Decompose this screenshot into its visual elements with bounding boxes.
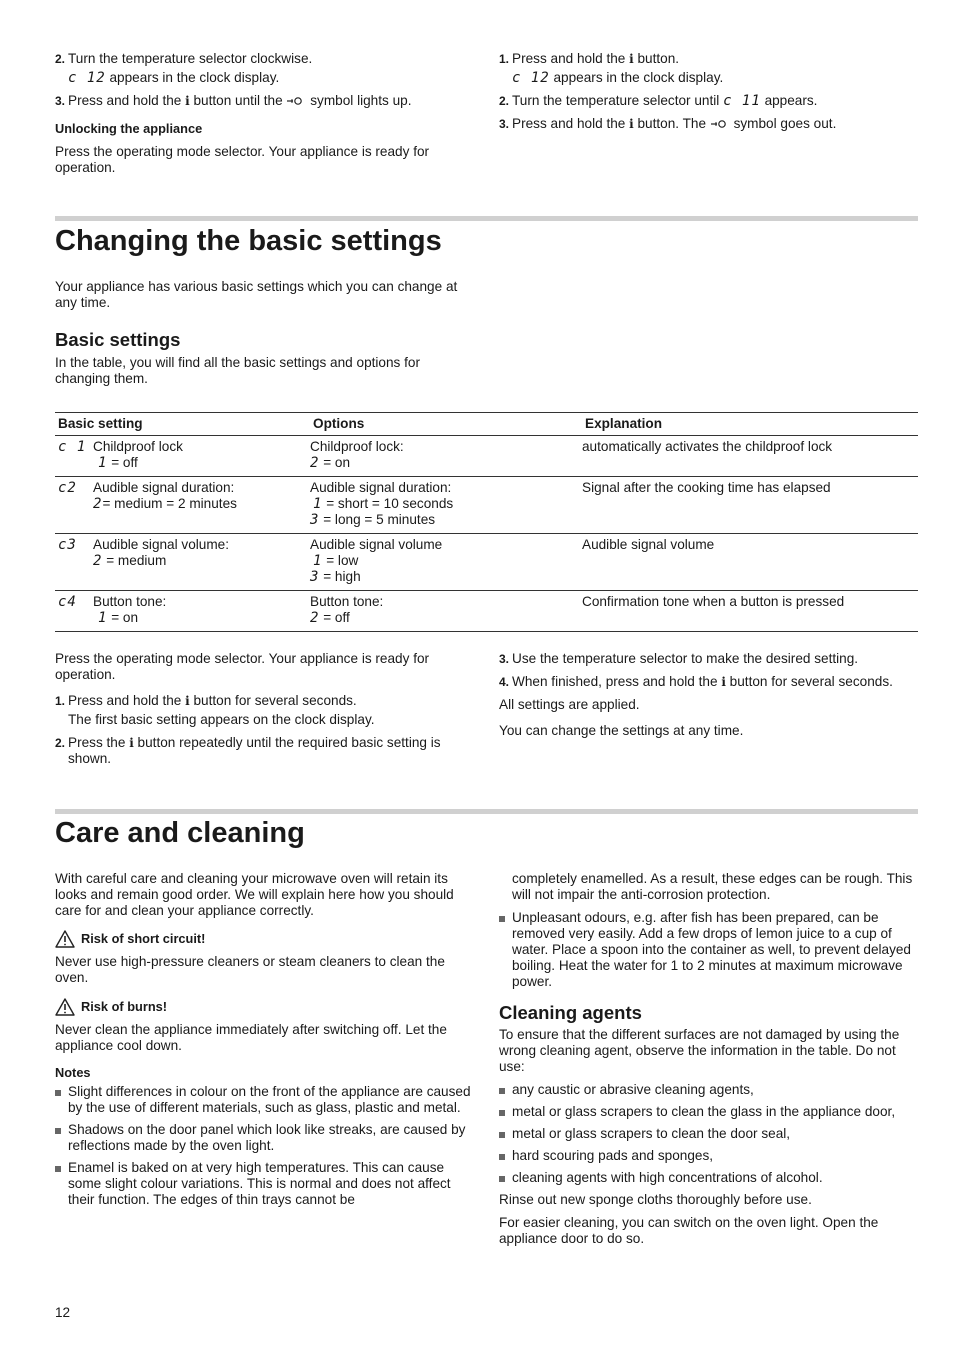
display-code: c 11 bbox=[723, 93, 761, 109]
step-text: Press and hold the bbox=[68, 93, 182, 108]
warning-triangle-icon bbox=[55, 998, 75, 1016]
table-row bbox=[55, 477, 918, 534]
setting-value: = on bbox=[111, 610, 139, 625]
intro-text: Your appliance has various basic settings which you can change at any time. bbox=[55, 279, 458, 310]
step-text: Press and hold the bbox=[512, 116, 626, 131]
step-item bbox=[499, 674, 915, 690]
value-code: 1 bbox=[98, 455, 108, 471]
care-left-column bbox=[55, 871, 471, 1214]
note-continued: completely enamelled. As a result, these edges can be rough. This will not impair the anti-corrosion protection. bbox=[512, 871, 913, 902]
notes-heading: Notes bbox=[55, 1065, 91, 1080]
option-text: = off bbox=[323, 610, 350, 625]
step-number: 3. bbox=[499, 117, 510, 131]
step-item bbox=[55, 735, 471, 767]
value-code: 3 bbox=[310, 569, 320, 585]
step-number: 4. bbox=[499, 675, 510, 689]
step-sub-text: appears in the clock display. bbox=[553, 70, 724, 85]
setting-value: = medium = 2 minutes bbox=[102, 496, 237, 511]
step-text: Use the temperature selector to make the desired setting. bbox=[512, 651, 859, 666]
warning-text: Never use high-pressure cleaners or steam cleaners to clean the oven. bbox=[55, 954, 445, 985]
option-title: Childproof lock: bbox=[310, 439, 404, 454]
warning-burns bbox=[55, 998, 471, 1016]
subintro-text: In the table, you will find all the basic settings and options for changing them. bbox=[55, 355, 420, 386]
info-button-icon: i bbox=[629, 117, 634, 131]
step-text: Press the bbox=[68, 735, 126, 750]
list-item: Enamel is baked on at very high temperatures. This can cause some slight colour variations. This is normal and does not affect their function. The edges of thin trays cannot be bbox=[55, 1160, 471, 1208]
section-title: Care and cleaning bbox=[55, 817, 305, 849]
step-sub bbox=[68, 70, 471, 86]
step-number: 3. bbox=[55, 94, 66, 108]
option-text: = short = 10 seconds bbox=[326, 496, 454, 511]
option-title: Audible signal duration: bbox=[310, 480, 452, 495]
unlock-text: Press the operating mode selector. Your appliance is ready for operation. bbox=[55, 144, 430, 175]
table-cell bbox=[55, 477, 310, 534]
info-button-icon: i bbox=[129, 736, 134, 750]
info-button-icon: i bbox=[185, 94, 190, 108]
step-number: 3. bbox=[499, 652, 510, 666]
value-code: 1 bbox=[313, 553, 323, 569]
table-cell bbox=[55, 534, 310, 591]
info-button-icon: i bbox=[629, 52, 634, 66]
info-button-icon: i bbox=[721, 675, 726, 689]
step-item bbox=[499, 651, 915, 667]
subheading: Basic settings bbox=[55, 329, 181, 350]
list-item: metal or glass scrapers to clean the door seal, bbox=[499, 1126, 915, 1142]
change-steps-right bbox=[499, 651, 915, 746]
setting-name: Button tone: bbox=[93, 594, 167, 609]
value-code: 2 bbox=[93, 553, 103, 569]
unlock-heading: Unlocking the appliance bbox=[55, 121, 203, 136]
value-code: 1 bbox=[98, 610, 108, 626]
step-sub bbox=[512, 70, 915, 86]
step-sub-text: appears in the clock display. bbox=[109, 70, 280, 85]
table-cell bbox=[55, 436, 310, 477]
warning-short-circuit bbox=[55, 930, 471, 948]
table-row bbox=[55, 436, 918, 477]
step-text: button until the bbox=[193, 93, 283, 108]
step-text: symbol lights up. bbox=[310, 93, 412, 108]
setting-name: Audible signal duration: bbox=[93, 480, 235, 495]
intro-text: With careful care and cleaning your microwave oven will retain its looks and remain good order. We will explain here how you should care for and clean your appliance correctly. bbox=[55, 871, 454, 918]
setting-code: c3 bbox=[58, 537, 77, 553]
warning-title: Risk of burns! bbox=[81, 999, 168, 1014]
key-symbol-icon bbox=[286, 97, 306, 105]
step-number: 1. bbox=[55, 694, 66, 708]
table-header: Explanation bbox=[582, 413, 918, 436]
value-code: 2 bbox=[310, 455, 320, 471]
step-number: 2. bbox=[499, 94, 510, 108]
table-cell bbox=[310, 591, 582, 632]
explanation-cell: automatically activates the childproof lock bbox=[582, 436, 918, 477]
step-text: button for several seconds. bbox=[193, 693, 357, 708]
step-text: button. bbox=[637, 51, 680, 66]
option-text: = low bbox=[326, 553, 359, 568]
value-code: 3 bbox=[310, 512, 320, 528]
change-anytime-text: You can change the settings at any time. bbox=[499, 723, 744, 738]
table-header-row bbox=[55, 413, 918, 436]
list-item: Shadows on the door panel which look like streaks, are caused by reflections made by the oven light. bbox=[55, 1122, 471, 1154]
option-title: Audible signal volume bbox=[310, 537, 443, 552]
cleaning-agents-heading: Cleaning agents bbox=[499, 1002, 642, 1023]
page-number: 12 bbox=[55, 1305, 71, 1320]
value-code: 2 bbox=[310, 610, 320, 626]
section-rule bbox=[55, 809, 918, 814]
basic-settings-table bbox=[55, 412, 918, 632]
step-item bbox=[499, 93, 915, 109]
option-text: = high bbox=[323, 569, 361, 584]
step-text: button. The bbox=[637, 116, 707, 131]
table-cell bbox=[310, 477, 582, 534]
setting-value: = off bbox=[111, 455, 138, 470]
option-title: Button tone: bbox=[310, 594, 384, 609]
unlock-steps-right bbox=[499, 51, 915, 139]
step-item bbox=[55, 93, 471, 109]
setting-value: = medium bbox=[106, 553, 167, 568]
step-text: Turn the temperature selector until bbox=[512, 93, 720, 108]
step-number: 2. bbox=[55, 52, 66, 66]
care-right-column bbox=[499, 871, 915, 1254]
basic-settings-intro bbox=[55, 279, 471, 394]
list-item: any caustic or abrasive cleaning agents, bbox=[499, 1082, 915, 1098]
list-item: cleaning agents with high concentrations of alcohol. bbox=[499, 1170, 915, 1186]
step-sub-text: The first basic setting appears on the clock display. bbox=[68, 712, 375, 727]
step-number: 2. bbox=[55, 736, 66, 750]
lock-steps-left bbox=[55, 51, 471, 183]
table-cell bbox=[310, 436, 582, 477]
section-title: Changing the basic settings bbox=[55, 225, 442, 257]
explanation-cell: Audible signal volume bbox=[582, 534, 918, 591]
step-text: When finished, press and hold the bbox=[512, 674, 718, 689]
key-symbol-icon bbox=[710, 120, 730, 128]
setting-code: c 1 bbox=[58, 439, 87, 455]
step-text: button repeatedly until the required basic setting is shown. bbox=[68, 735, 441, 766]
table-cell bbox=[310, 534, 582, 591]
operation-text: Press the operating mode selector. Your appliance is ready for operation. bbox=[55, 651, 430, 682]
step-text: Turn the temperature selector clockwise. bbox=[68, 51, 313, 66]
cleaning-agents-list bbox=[499, 1082, 915, 1186]
step-text: button for several seconds. bbox=[729, 674, 893, 689]
table-row bbox=[55, 534, 918, 591]
info-button-icon: i bbox=[185, 694, 190, 708]
rinse-text: Rinse out new sponge cloths thoroughly before use. bbox=[499, 1192, 812, 1207]
warning-triangle-icon bbox=[55, 930, 75, 948]
option-text: = long = 5 minutes bbox=[323, 512, 436, 527]
warning-title: Risk of short circuit! bbox=[81, 931, 206, 946]
list-item: hard scouring pads and sponges, bbox=[499, 1148, 915, 1164]
list-item: Unpleasant odours, e.g. after fish has been prepared, can be removed very easily. Add a few drops of lemon juice to a cup of water. Place a spoon into the container as well, to prevent delayed boiling. Heat the water for 1 to 2 minutes at maximum microwave power. bbox=[499, 910, 915, 990]
applied-text: All settings are applied. bbox=[499, 697, 640, 712]
explanation-cell: Confirmation tone when a button is pressed bbox=[582, 591, 918, 632]
list-item: Slight differences in colour on the front of the appliance are caused by the use of different materials, such as glass, plastic and metal. bbox=[55, 1084, 471, 1116]
step-item bbox=[55, 693, 471, 728]
list-item: metal or glass scrapers to clean the glass in the appliance door, bbox=[499, 1104, 915, 1120]
setting-code: c2 bbox=[58, 480, 77, 496]
setting-name: Childproof lock bbox=[93, 439, 183, 454]
step-text: appears. bbox=[764, 93, 818, 108]
step-text: symbol goes out. bbox=[733, 116, 837, 131]
section-rule bbox=[55, 216, 918, 221]
value-code: 2 bbox=[93, 496, 103, 512]
table-header: Basic setting bbox=[55, 413, 310, 436]
notes-list bbox=[55, 1084, 471, 1208]
step-text: Press and hold the bbox=[512, 51, 626, 66]
table-header: Options bbox=[310, 413, 582, 436]
warning-text: Never clean the appliance immediately after switching off. Let the appliance cool down. bbox=[55, 1022, 447, 1053]
explanation-cell: Signal after the cooking time has elapsed bbox=[582, 477, 918, 534]
table-row bbox=[55, 591, 918, 632]
change-steps-left bbox=[55, 651, 471, 774]
setting-code: c4 bbox=[58, 594, 77, 610]
display-code: c 12 bbox=[512, 70, 550, 86]
display-code: c 12 bbox=[68, 70, 106, 86]
step-item bbox=[55, 51, 471, 86]
oven-light-text: For easier cleaning, you can switch on the oven light. Open the appliance door to do so. bbox=[499, 1215, 879, 1246]
step-number: 1. bbox=[499, 52, 510, 66]
value-code: 1 bbox=[313, 496, 323, 512]
step-item bbox=[499, 116, 915, 132]
setting-name: Audible signal volume: bbox=[93, 537, 230, 552]
table-cell bbox=[55, 591, 310, 632]
step-item bbox=[499, 51, 915, 86]
step-text: Press and hold the bbox=[68, 693, 182, 708]
option-text: = on bbox=[323, 455, 351, 470]
notes-list bbox=[499, 910, 915, 990]
cleaning-agents-intro: To ensure that the different surfaces are not damaged by using the wrong cleaning agent, observe the information in the table. Do not use: bbox=[499, 1027, 900, 1074]
